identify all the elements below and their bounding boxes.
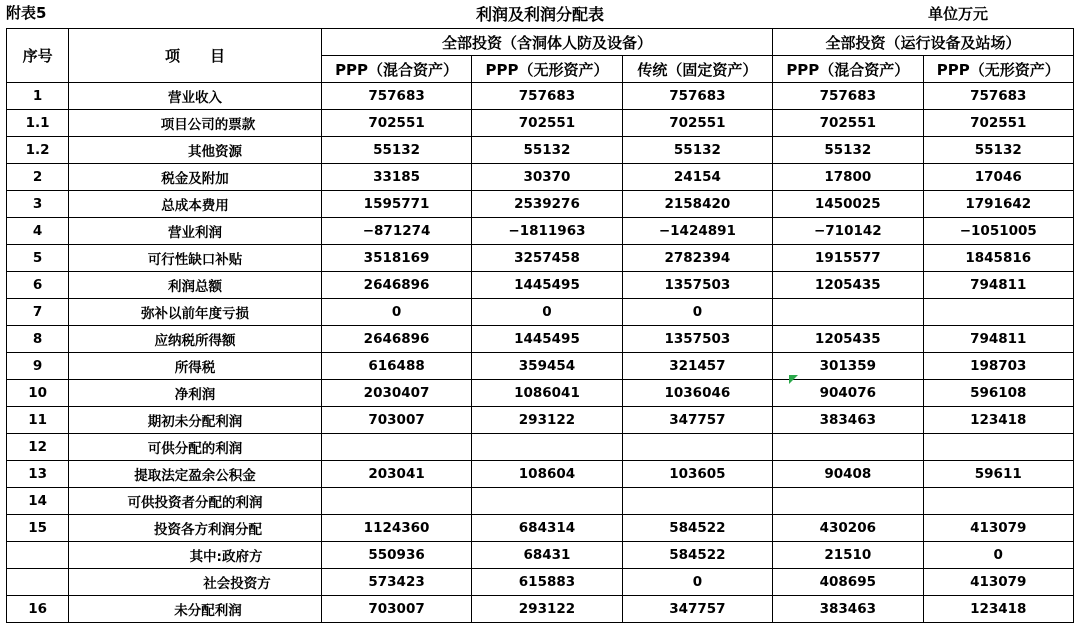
header-col-no: 序号 xyxy=(7,29,69,83)
row-value: 703007 xyxy=(321,596,471,623)
row-value: 55132 xyxy=(773,137,923,164)
row-value xyxy=(773,434,923,461)
row-value: 24154 xyxy=(622,164,772,191)
row-value: 359454 xyxy=(472,353,622,380)
row-value: 1036046 xyxy=(622,380,772,407)
table-row xyxy=(7,515,1074,542)
row-value: 2782394 xyxy=(622,245,772,272)
row-value: 1205435 xyxy=(773,272,923,299)
table-row xyxy=(7,488,1074,515)
row-value: 55132 xyxy=(321,137,471,164)
table-row xyxy=(7,434,1074,461)
document-header xyxy=(0,0,1080,28)
row-value: 321457 xyxy=(622,353,772,380)
header-sub-2: PPP（无形资产） xyxy=(472,56,622,83)
row-value: 1445495 xyxy=(472,326,622,353)
row-item-label: 营业利润 xyxy=(69,218,322,245)
row-value: 573423 xyxy=(321,569,471,596)
row-item-label: 期初未分配利润 xyxy=(69,407,322,434)
table-row xyxy=(7,164,1074,191)
row-item-label: 税金及附加 xyxy=(69,164,322,191)
row-value: 21510 xyxy=(773,542,923,569)
unit-label: 单位万元 xyxy=(927,5,988,23)
header-group-2: 全部投资（运行设备及站场） xyxy=(773,29,1074,56)
table-row xyxy=(7,245,1074,272)
table-row xyxy=(7,218,1074,245)
row-value: 702551 xyxy=(321,110,471,137)
row-value: 702551 xyxy=(472,110,622,137)
row-value: 1915577 xyxy=(773,245,923,272)
row-value: 2646896 xyxy=(321,326,471,353)
row-item-label: 利润总额 xyxy=(69,272,322,299)
header-col-item: 项 目 xyxy=(69,29,322,83)
row-value: 794811 xyxy=(923,272,1073,299)
row-value: 702551 xyxy=(773,110,923,137)
row-value: 703007 xyxy=(321,407,471,434)
row-number: 3 xyxy=(7,191,69,218)
row-number: 14 xyxy=(7,488,69,515)
row-value: 702551 xyxy=(923,110,1073,137)
row-value xyxy=(472,434,622,461)
row-item-label: 总成本费用 xyxy=(69,191,322,218)
row-value xyxy=(622,434,772,461)
row-value: 1595771 xyxy=(321,191,471,218)
row-value: 684314 xyxy=(472,515,622,542)
row-number: 16 xyxy=(7,596,69,623)
row-number: 1.1 xyxy=(7,110,69,137)
row-number xyxy=(7,542,69,569)
row-value: 347757 xyxy=(622,596,772,623)
row-number: 13 xyxy=(7,461,69,488)
row-value: −710142 xyxy=(773,218,923,245)
row-value: −1811963 xyxy=(472,218,622,245)
row-item-label: 弥补以前年度亏损 xyxy=(69,299,322,326)
row-item-label: 可供投资者分配的利润 xyxy=(69,488,322,515)
row-value: 757683 xyxy=(923,83,1073,110)
appendix-tag: 附表5 xyxy=(6,4,47,22)
row-value: 301359 xyxy=(773,353,923,380)
row-value: 1205435 xyxy=(773,326,923,353)
table-row xyxy=(7,83,1074,110)
row-item-label: 营业收入 xyxy=(69,83,322,110)
header-row-groups xyxy=(7,29,1074,56)
row-value: 90408 xyxy=(773,461,923,488)
row-value: 413079 xyxy=(923,515,1073,542)
table-row xyxy=(7,542,1074,569)
row-value: 198703 xyxy=(923,353,1073,380)
row-value xyxy=(923,299,1073,326)
row-value: 3257458 xyxy=(472,245,622,272)
row-value: 55132 xyxy=(923,137,1073,164)
header-sub-3: 传统（固定资产） xyxy=(622,56,772,83)
row-value xyxy=(773,488,923,515)
row-value xyxy=(622,488,772,515)
row-value: 1845816 xyxy=(923,245,1073,272)
row-value: 408695 xyxy=(773,569,923,596)
row-value: −1051005 xyxy=(923,218,1073,245)
table-row xyxy=(7,569,1074,596)
profit-distribution-table xyxy=(6,28,1074,623)
row-value: 584522 xyxy=(622,542,772,569)
row-value: 103605 xyxy=(622,461,772,488)
row-value xyxy=(321,434,471,461)
row-value: 293122 xyxy=(472,596,622,623)
row-value xyxy=(923,488,1073,515)
row-value: −1424891 xyxy=(622,218,772,245)
row-value: 596108 xyxy=(923,380,1073,407)
table-header xyxy=(7,29,1074,83)
row-value: 203041 xyxy=(321,461,471,488)
row-item-label: 净利润 xyxy=(69,380,322,407)
table-row xyxy=(7,461,1074,488)
row-number: 1.2 xyxy=(7,137,69,164)
table-row xyxy=(7,272,1074,299)
header-sub-4: PPP（混合资产） xyxy=(773,56,923,83)
row-number: 15 xyxy=(7,515,69,542)
row-value: 2539276 xyxy=(472,191,622,218)
row-item-label: 其他资源 xyxy=(69,137,322,164)
row-value: 550936 xyxy=(321,542,471,569)
row-value: 1450025 xyxy=(773,191,923,218)
row-value: 0 xyxy=(622,569,772,596)
row-value: 904076 xyxy=(773,380,923,407)
row-value: 0 xyxy=(472,299,622,326)
row-value: 55132 xyxy=(622,137,772,164)
table-row xyxy=(7,299,1074,326)
header-sub-5: PPP（无形资产） xyxy=(923,56,1073,83)
row-value xyxy=(321,488,471,515)
row-value: 68431 xyxy=(472,542,622,569)
row-value: 757683 xyxy=(773,83,923,110)
table-body xyxy=(7,83,1074,623)
row-value: 123418 xyxy=(923,596,1073,623)
row-item-label: 可供分配的利润 xyxy=(69,434,322,461)
row-item-label: 项目公司的票款 xyxy=(69,110,322,137)
row-value: 383463 xyxy=(773,596,923,623)
table-row xyxy=(7,137,1074,164)
row-item-label: 其中:政府方 xyxy=(69,542,322,569)
row-item-label: 提取法定盈余公积金 xyxy=(69,461,322,488)
row-number: 8 xyxy=(7,326,69,353)
row-value: 615883 xyxy=(472,569,622,596)
green-triangle-marker-icon xyxy=(789,375,798,384)
row-value: 347757 xyxy=(622,407,772,434)
row-item-label: 社会投资方 xyxy=(69,569,322,596)
row-value: 1124360 xyxy=(321,515,471,542)
row-value: 108604 xyxy=(472,461,622,488)
row-value: 0 xyxy=(321,299,471,326)
row-number: 9 xyxy=(7,353,69,380)
row-value: 2158420 xyxy=(622,191,772,218)
row-value: 1086041 xyxy=(472,380,622,407)
row-value: 59611 xyxy=(923,461,1073,488)
row-value: 123418 xyxy=(923,407,1073,434)
row-number: 11 xyxy=(7,407,69,434)
row-value xyxy=(472,488,622,515)
row-value: 0 xyxy=(622,299,772,326)
row-value: −871274 xyxy=(321,218,471,245)
row-value: 30370 xyxy=(472,164,622,191)
table-row xyxy=(7,380,1074,407)
row-number: 1 xyxy=(7,83,69,110)
row-value: 584522 xyxy=(622,515,772,542)
table-row xyxy=(7,407,1074,434)
row-value: 55132 xyxy=(472,137,622,164)
document-title: 利润及利润分配表 xyxy=(475,5,604,24)
row-value: 757683 xyxy=(321,83,471,110)
row-value: 413079 xyxy=(923,569,1073,596)
row-number: 5 xyxy=(7,245,69,272)
row-item-label: 应纳税所得额 xyxy=(69,326,322,353)
row-number: 6 xyxy=(7,272,69,299)
row-value: 33185 xyxy=(321,164,471,191)
row-item-label: 投资各方利润分配 xyxy=(69,515,322,542)
header-sub-1: PPP（混合资产） xyxy=(321,56,471,83)
row-number: 2 xyxy=(7,164,69,191)
row-item-label: 所得税 xyxy=(69,353,322,380)
row-number xyxy=(7,569,69,596)
table-row xyxy=(7,326,1074,353)
row-item-label: 可行性缺口补贴 xyxy=(69,245,322,272)
table-row xyxy=(7,110,1074,137)
row-number: 4 xyxy=(7,218,69,245)
row-number: 7 xyxy=(7,299,69,326)
row-value xyxy=(773,299,923,326)
row-item-label: 未分配利润 xyxy=(69,596,322,623)
row-value: 1445495 xyxy=(472,272,622,299)
row-number: 10 xyxy=(7,380,69,407)
row-value: 17046 xyxy=(923,164,1073,191)
table-row xyxy=(7,353,1074,380)
row-value: 3518169 xyxy=(321,245,471,272)
row-value: 1357503 xyxy=(622,326,772,353)
row-value: 616488 xyxy=(321,353,471,380)
row-value xyxy=(923,434,1073,461)
row-value: 794811 xyxy=(923,326,1073,353)
row-value: 757683 xyxy=(472,83,622,110)
row-value: 17800 xyxy=(773,164,923,191)
row-value: 2646896 xyxy=(321,272,471,299)
row-value: 1357503 xyxy=(622,272,772,299)
row-value: 1791642 xyxy=(923,191,1073,218)
row-value: 702551 xyxy=(622,110,772,137)
row-value: 0 xyxy=(923,542,1073,569)
table-row xyxy=(7,191,1074,218)
row-number: 12 xyxy=(7,434,69,461)
row-value: 2030407 xyxy=(321,380,471,407)
row-value: 430206 xyxy=(773,515,923,542)
row-value: 383463 xyxy=(773,407,923,434)
table-row xyxy=(7,596,1074,623)
header-group-1: 全部投资（含洞体人防及设备） xyxy=(321,29,772,56)
row-value: 293122 xyxy=(472,407,622,434)
row-value: 757683 xyxy=(622,83,772,110)
